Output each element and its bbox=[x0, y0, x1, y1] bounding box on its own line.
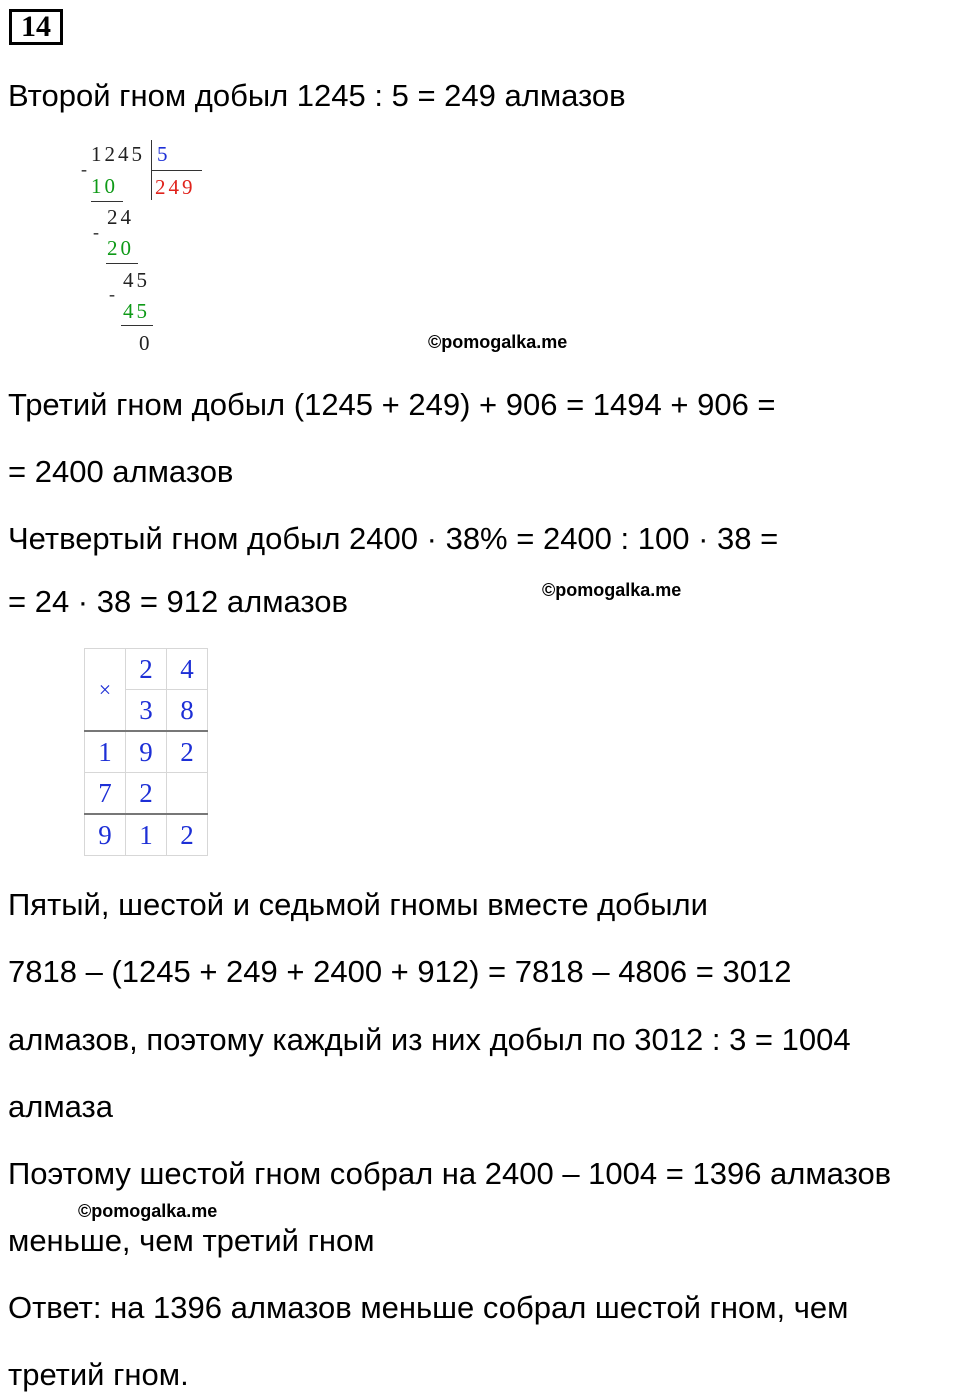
text-line-less-than-third: меньше, чем третий гном bbox=[8, 1223, 375, 1258]
watermark-3: ©pomogalka.me bbox=[78, 1201, 218, 1221]
multiplication-sign: × bbox=[85, 649, 126, 732]
minus-sign-3: - bbox=[109, 284, 118, 304]
multiplication-cell: 4 bbox=[167, 649, 208, 690]
text-line-almaza: алмаза bbox=[8, 1089, 113, 1124]
text-line-third-gnome: Третий гном добыл (1245 + 249) + 906 = 1494 + 906 = bbox=[8, 387, 776, 422]
text-line-fourth-gnome: Четвертый гном добыл 2400 · 38% = 2400 : 100 · 38 = bbox=[8, 521, 779, 556]
multiplication-cell: 2 bbox=[167, 731, 208, 773]
multiplication-cell bbox=[167, 773, 208, 815]
multiplication-cell: 2 bbox=[167, 814, 208, 856]
text-line-third-gnome-result: = 2400 алмазов bbox=[8, 454, 234, 489]
division-quotient: 249 bbox=[155, 175, 196, 199]
division-subtrahend-2: 20 bbox=[107, 236, 134, 260]
watermark-1: ©pomogalka.me bbox=[428, 332, 568, 352]
division-final-remainder: 0 bbox=[139, 331, 153, 355]
division-remainder-2: 45 bbox=[123, 268, 150, 292]
division-horizontal-line bbox=[152, 170, 202, 171]
text-line-sixth-vs-third: Поэтому шестой гном собрал на 2400 – 1004 = 1396 алмазов bbox=[8, 1156, 892, 1191]
multiplication-cell: 7 bbox=[85, 773, 126, 815]
multiplication-cell: 2 bbox=[126, 649, 167, 690]
division-dividend: 1245 bbox=[91, 142, 145, 166]
text-line-second-gnome: Второй гном добыл 1245 : 5 = 249 алмазов bbox=[8, 78, 626, 113]
division-underline-3 bbox=[121, 325, 153, 326]
multiplication-cell: 3 bbox=[126, 690, 167, 732]
watermark-2: ©pomogalka.me bbox=[542, 580, 682, 600]
multiplication-cell: 1 bbox=[85, 731, 126, 773]
division-remainder-1: 24 bbox=[107, 205, 134, 229]
minus-sign-1: - bbox=[81, 159, 90, 179]
multiplication-row bbox=[85, 731, 208, 773]
multiplication-cell: 8 bbox=[167, 690, 208, 732]
text-line-each-gnome: алмазов, поэтому каждый из них добыл по 3012 : 3 = 1004 bbox=[8, 1022, 851, 1057]
division-subtrahend-1: 10 bbox=[91, 174, 118, 198]
multiplication-cell: 2 bbox=[126, 773, 167, 815]
division-subtrahend-3: 45 bbox=[123, 299, 150, 323]
multiplication-cell: 9 bbox=[85, 814, 126, 856]
multiplication-row bbox=[85, 814, 208, 856]
text-line-answer-end: третий гном. bbox=[8, 1357, 189, 1392]
division-divisor: 5 bbox=[157, 142, 171, 166]
multiplication-row bbox=[85, 773, 208, 815]
division-underline-2 bbox=[106, 263, 138, 264]
text-line-fourth-gnome-result: = 24 · 38 = 912 алмазов bbox=[8, 584, 349, 619]
text-line-fifth-sixth-seventh: Пятый, шестой и седьмой гномы вместе добыли bbox=[8, 887, 708, 922]
multiplication-cell: 1 bbox=[126, 814, 167, 856]
multiplication-table bbox=[84, 648, 208, 856]
text-line-subtraction: 7818 – (1245 + 249 + 2400 + 912) = 7818 – 4806 = 3012 bbox=[8, 954, 792, 989]
multiplication-cell: 9 bbox=[126, 731, 167, 773]
text-line-answer: Ответ: на 1396 алмазов меньше собрал шестой гном, чем bbox=[8, 1290, 849, 1325]
minus-sign-2: - bbox=[93, 222, 102, 242]
multiplication-row bbox=[85, 649, 208, 690]
division-underline-1 bbox=[91, 201, 123, 202]
task-number: 14 bbox=[9, 9, 63, 45]
